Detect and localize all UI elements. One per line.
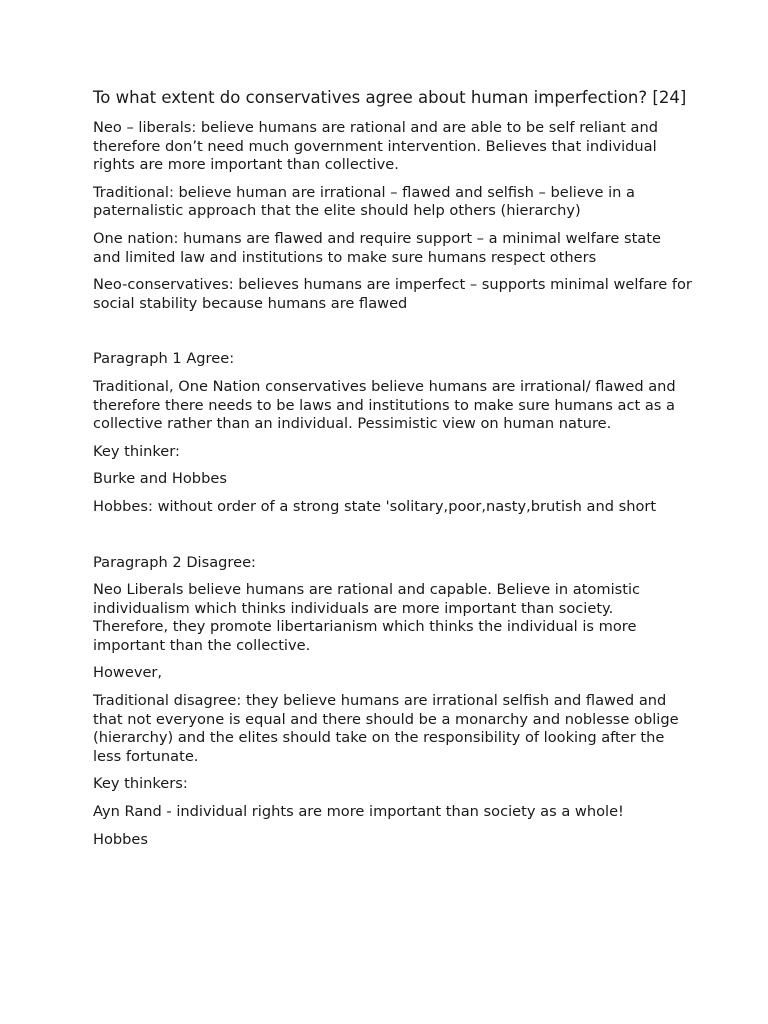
section-spacer [93,526,693,554]
intro-traditional: Traditional: believe human are irrational – flawed and selfish – believe in a paternalistic approach that the elite should help others (hierarchy) [93,183,635,220]
essay-question-title: To what extent do conservatives agree about human imperfection? [24] [93,88,687,107]
paragraph2-however: However, [93,664,163,682]
paragraph1-thinker-label: Key thinker: [93,442,180,460]
paragraph2-thinker-label: Key thinkers: [93,775,188,793]
section-spacer [93,322,693,350]
paragraph1-thinkers: Burke and Hobbes [93,470,227,488]
paragraph2-rand: Ayn Rand - individual rights are more important than society as a whole! [93,803,624,821]
intro-one-nation: One nation: humans are flawed and require support – a minimal welfare state and limited law and institutions to make sure humans respect others [93,229,661,266]
paragraph1-heading: Paragraph 1 Agree: [93,350,235,368]
paragraph2-hobbes: Hobbes [93,830,149,848]
paragraph1-body: Traditional, One Nation conservatives believe humans are irrational/ flawed and therefore there needs to be laws and institutions to make sure humans act as a collective rather than an individual. Pessimistic view on human nature. [93,377,676,433]
paragraph2-body: Neo Liberals believe humans are rational and capable. Believe in atomistic individualism which thinks individuals are more important than society. Therefore, they promote libertarianism which thinks the individual is more important than the collective. [93,581,641,654]
paragraph1-hobbes-quote: Hobbes: without order of a strong state 'solitary,poor,nasty,brutish and short [93,497,657,515]
intro-neo-conservatives: Neo-conservatives: believes humans are imperfect – supports minimal welfare for social stability because humans are flawed [93,276,692,312]
document-page [93,88,693,858]
paragraph2-counter: Traditional disagree: they believe humans are irrational selfish and flawed and that not everyone is equal and there should be a monarchy and noblesse oblige (hierarchy) and the elites should take on the responsibility of looking after the less fortunate. [93,692,679,765]
intro-neo-liberals: Neo – liberals: believe humans are rational and are able to be self reliant and therefore don’t need much government intervention. Believes that individual rights are more important than collective. [93,119,658,174]
paragraph2-heading: Paragraph 2 Disagree: [93,553,256,571]
